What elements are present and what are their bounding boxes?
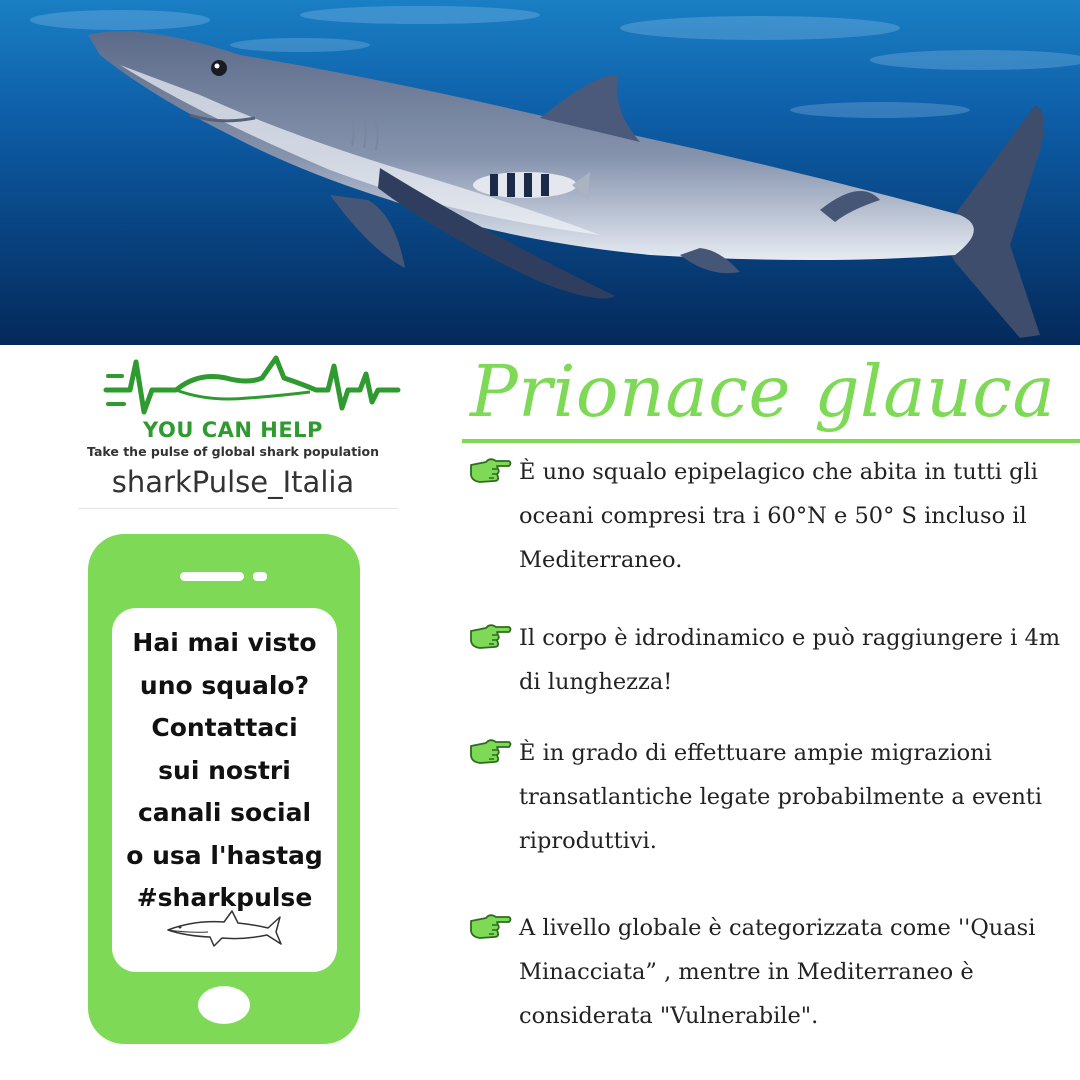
sharkpulse-logo — [48, 350, 418, 510]
blue-shark-illustration — [0, 0, 1080, 345]
fact-text: È uno squalo epipelagico che abita in tutti gli oceani compresi tra i 60°N e 50° S incluso il Mediterraneo. — [519, 459, 1038, 573]
phone-speaker — [180, 572, 244, 581]
logo-heading: YOU CAN HELP — [143, 418, 323, 442]
title-underline — [462, 439, 1080, 443]
pointing-hand-icon — [468, 619, 512, 651]
pointing-hand-icon — [468, 453, 512, 485]
phone-home-button — [198, 986, 250, 1024]
brand-name: sharkPulse_Italia — [111, 465, 355, 499]
pointing-hand-icon — [468, 909, 512, 941]
logo-divider — [78, 508, 398, 509]
phone-message: Hai mai visto uno squalo? Contattaci sui nostri canali social o usa l'hastag #sharkpulse — [126, 628, 323, 912]
phone-camera — [253, 572, 267, 581]
logo-tagline: Take the pulse of global shark population — [87, 444, 379, 459]
pointing-hand-icon — [468, 734, 512, 766]
hero-shark-photo — [0, 0, 1080, 345]
heartbeat-shark-icon — [48, 350, 418, 420]
page-title: Prionace glauca — [470, 350, 1056, 433]
phone-graphic — [88, 534, 360, 1044]
fact-text: Il corpo è idrodinamico e può raggiungere i 4m di lunghezza! — [519, 625, 1061, 695]
fact-text: A livello globale è categorizzata come ''Quasi Minacciata” , mentre in Mediterraneo è considerata "Vulnerabile". — [519, 915, 1036, 1029]
fact-text: È in grado di effettuare ampie migrazioni transatlantiche legate probabilmente a eventi riproduttivi. — [519, 740, 1043, 854]
shark-sketch-icon — [164, 908, 284, 948]
phone-screen — [112, 608, 337, 972]
